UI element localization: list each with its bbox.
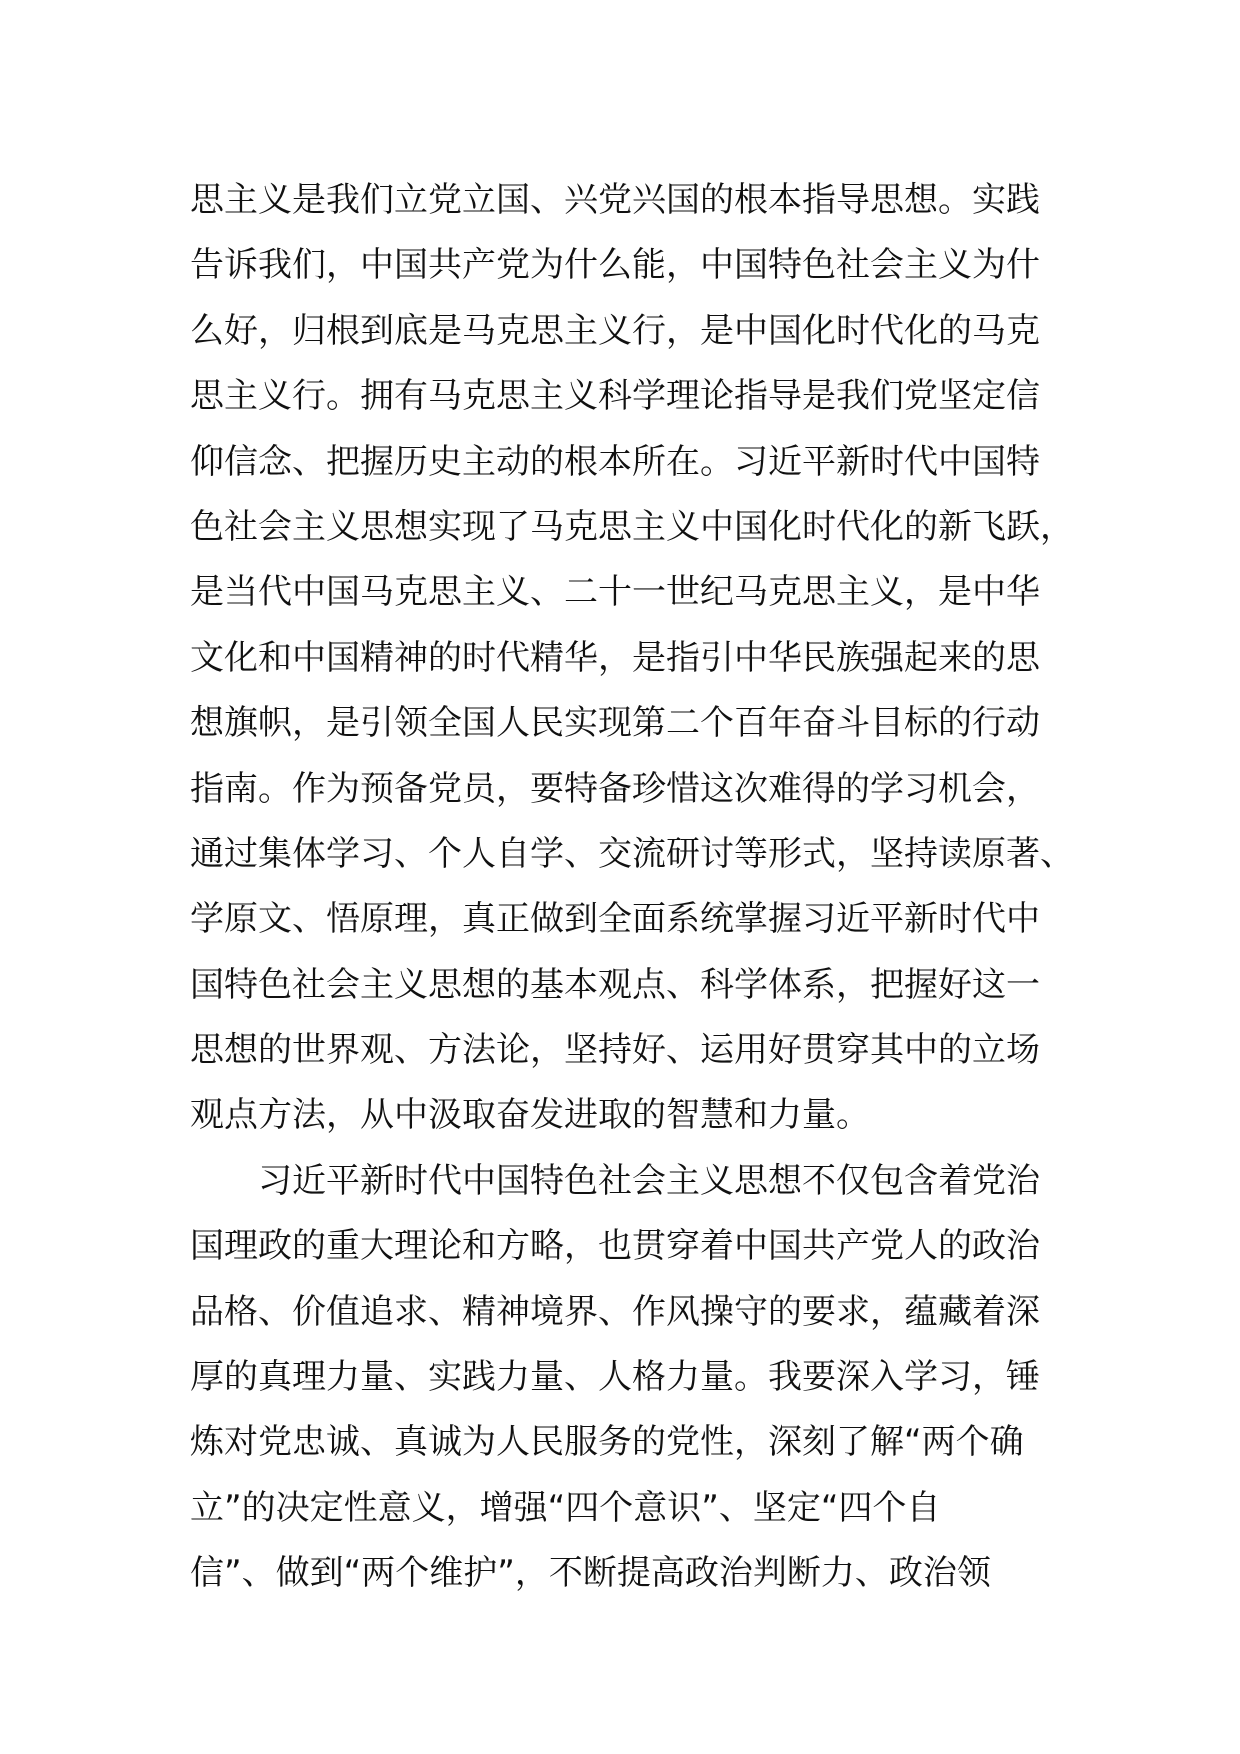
text-line: 炼对党忠诚、真诚为人民服务的党性，深刻了解“两个确 <box>190 1422 1024 1463</box>
text-line: 国特色社会主义思想的基本观点、科学体系，把握好这一 <box>190 964 1040 1005</box>
body-text <box>190 168 1074 1607</box>
text-line: 思想的世界观、方法论，坚持好、运用好贯穿其中的立场 <box>190 1030 1040 1071</box>
text-line: 告诉我们，中国共产党为什么能，中国特色社会主义为什 <box>190 245 1040 286</box>
text-line: 么好，归根到底是马克思主义行，是中国化时代化的马克 <box>190 310 1040 351</box>
text-line: 是当代中国马克思主义、二十一世纪马克思主义，是中华 <box>190 572 1040 613</box>
text-line: 指南。作为预备党员，要特备珍惜这次难得的学习机会， <box>190 768 1040 809</box>
text-line: 厚的真理力量、实践力量、人格力量。我要深入学习，锤 <box>190 1357 1040 1398</box>
text-line: 观点方法，从中汲取奋发进取的智慧和力量。 <box>190 1095 870 1136</box>
text-line: 国理政的重大理论和方略，也贯穿着中国共产党人的政治 <box>190 1226 1040 1267</box>
text-line: 通过集体学习、个人自学、交流研讨等形式，坚持读原著、 <box>190 833 1074 874</box>
text-line: 想旗帜，是引领全国人民实现第二个百年奋斗目标的行动 <box>190 703 1040 744</box>
text-line: 文化和中国精神的时代精华，是指引中华民族强起来的思 <box>190 637 1040 678</box>
text-line: 思主义行。拥有马克思主义科学理论指导是我们党坚定信 <box>190 376 1040 417</box>
text-line: 习近平新时代中国特色社会主义思想不仅包含着党治 <box>258 1160 1040 1201</box>
text-line: 仰信念、把握历史主动的根本所在。习近平新时代中国特 <box>190 441 1040 482</box>
text-line: 品格、价值追求、精神境界、作风操守的要求，蕴藏着深 <box>190 1291 1040 1332</box>
text-line: 色社会主义思想实现了马克思主义中国化时代化的新飞跃， <box>190 506 1074 547</box>
text-line: 信”、做到“两个维护”，不断提高政治判断力、政治领 <box>190 1553 991 1594</box>
text-line: 立”的决定性意义，增强“四个意识”、坚定“四个自 <box>190 1487 941 1528</box>
text-line: 学原文、悟原理，真正做到全面系统掌握习近平新时代中 <box>190 899 1040 940</box>
text-line: 思主义是我们立党立国、兴党兴国的根本指导思想。实践 <box>190 180 1040 220</box>
